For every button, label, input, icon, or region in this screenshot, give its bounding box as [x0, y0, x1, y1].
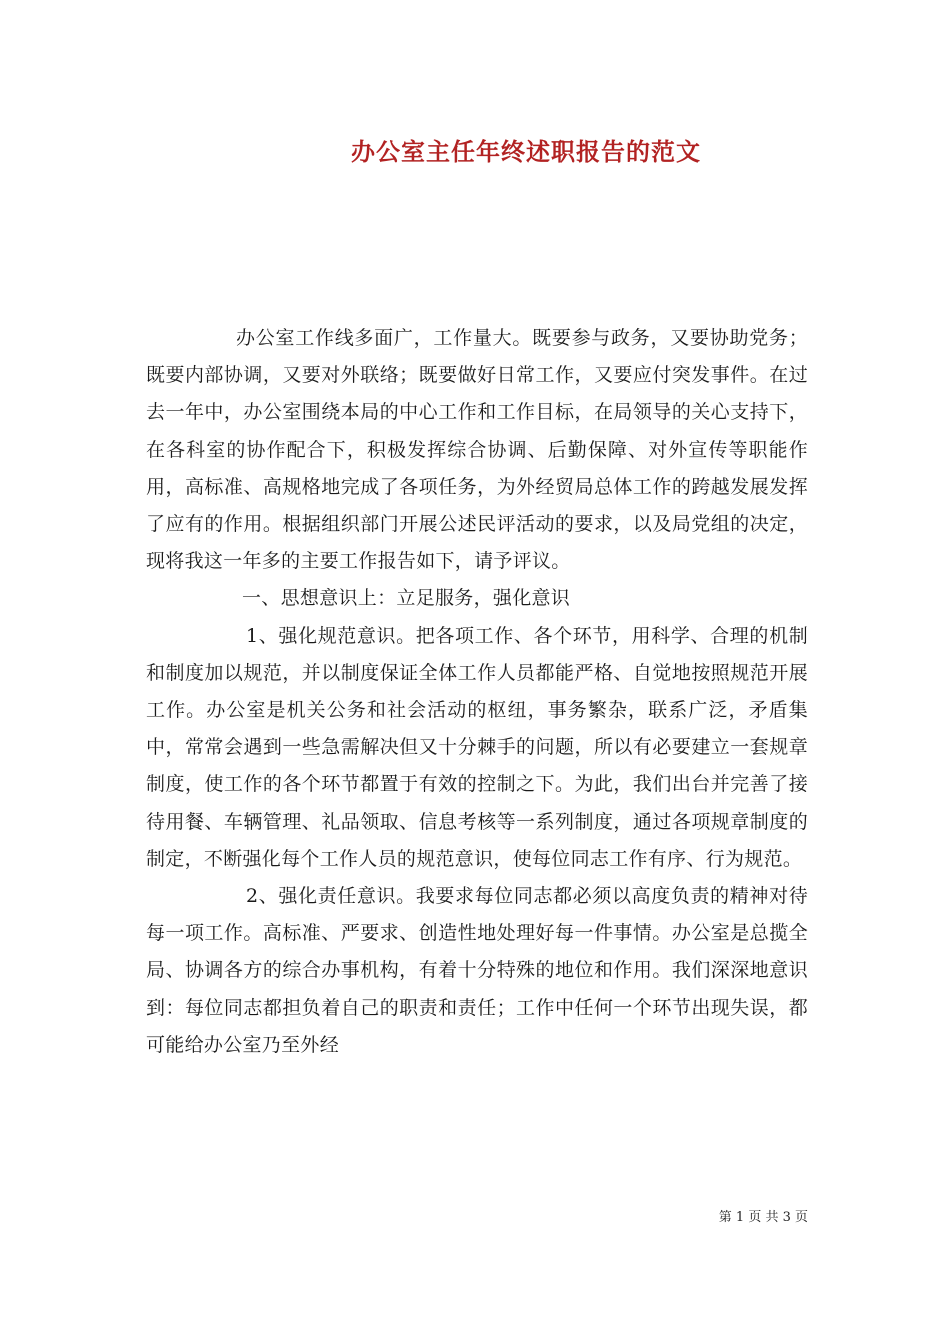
- page-number: 第 1 页 共 3 页: [718, 1210, 808, 1225]
- paragraph-responsibility-awareness: 2、强化责任意识。我要求每位同志都必须以高度负责的精神对待每一项工作。高标准、严要求、创造性地处理好每一件事情。办公室是总揽全局、协调各方的综合办事机构，有着十分特殊的地位和作用。我们深深地意识到：每位同志都担负着自己的职责和责任；工作中任何一个环节出现失误，都可能给办公室乃至外经: [146, 885, 808, 1056]
- paragraph-normative-awareness: 1、强化规范意识。把各项工作、各个环节，用科学、合理的机制和制度加以规范，并以制度保证全体工作人员都能严格、自觉地按照规范开展工作。办公室是机关公务和社会活动的枢纽，事务繁杂，联系广泛，矛盾集中，常常会遇到一些急需解决但又十分棘手的问题，所以有必要建立一套规章制度，使工作的各个环节都置于有效的控制之下。为此，我们出台并完善了接待用餐、车辆管理、礼品领取、信息考核等一系列制度，通过各项规章制度的制定，不断强化每个工作人员的规范意识，使每位同志工作有序、行为规范。: [146, 624, 808, 870]
- section-heading-1: 一、思想意识上：立足服务，强化意识: [242, 587, 571, 610]
- paragraph-intro: 办公室工作线多面广，工作量大。既要参与政务，又要协助党务；既要内部协调，又要对外联络；既要做好日常工作，又要应付突发事件。在过去一年中，办公室围绕本局的中心工作和工作目标，在局领导的关心支持下，在各科室的协作配合下，积极发挥综合协调、后勤保障、对外宣传等职能作用，高标准、高规格地完成了各项任务，为外经贸局总体工作的跨越发展发挥了应有的作用。根据组织部门开展公述民评活动的要求，以及局党组的决定，现将我这一年多的主要工作报告如下，请予评议。: [146, 327, 808, 573]
- document-title: 办公室主任年终述职报告的范文: [351, 137, 701, 166]
- document-body: [146, 320, 808, 1064]
